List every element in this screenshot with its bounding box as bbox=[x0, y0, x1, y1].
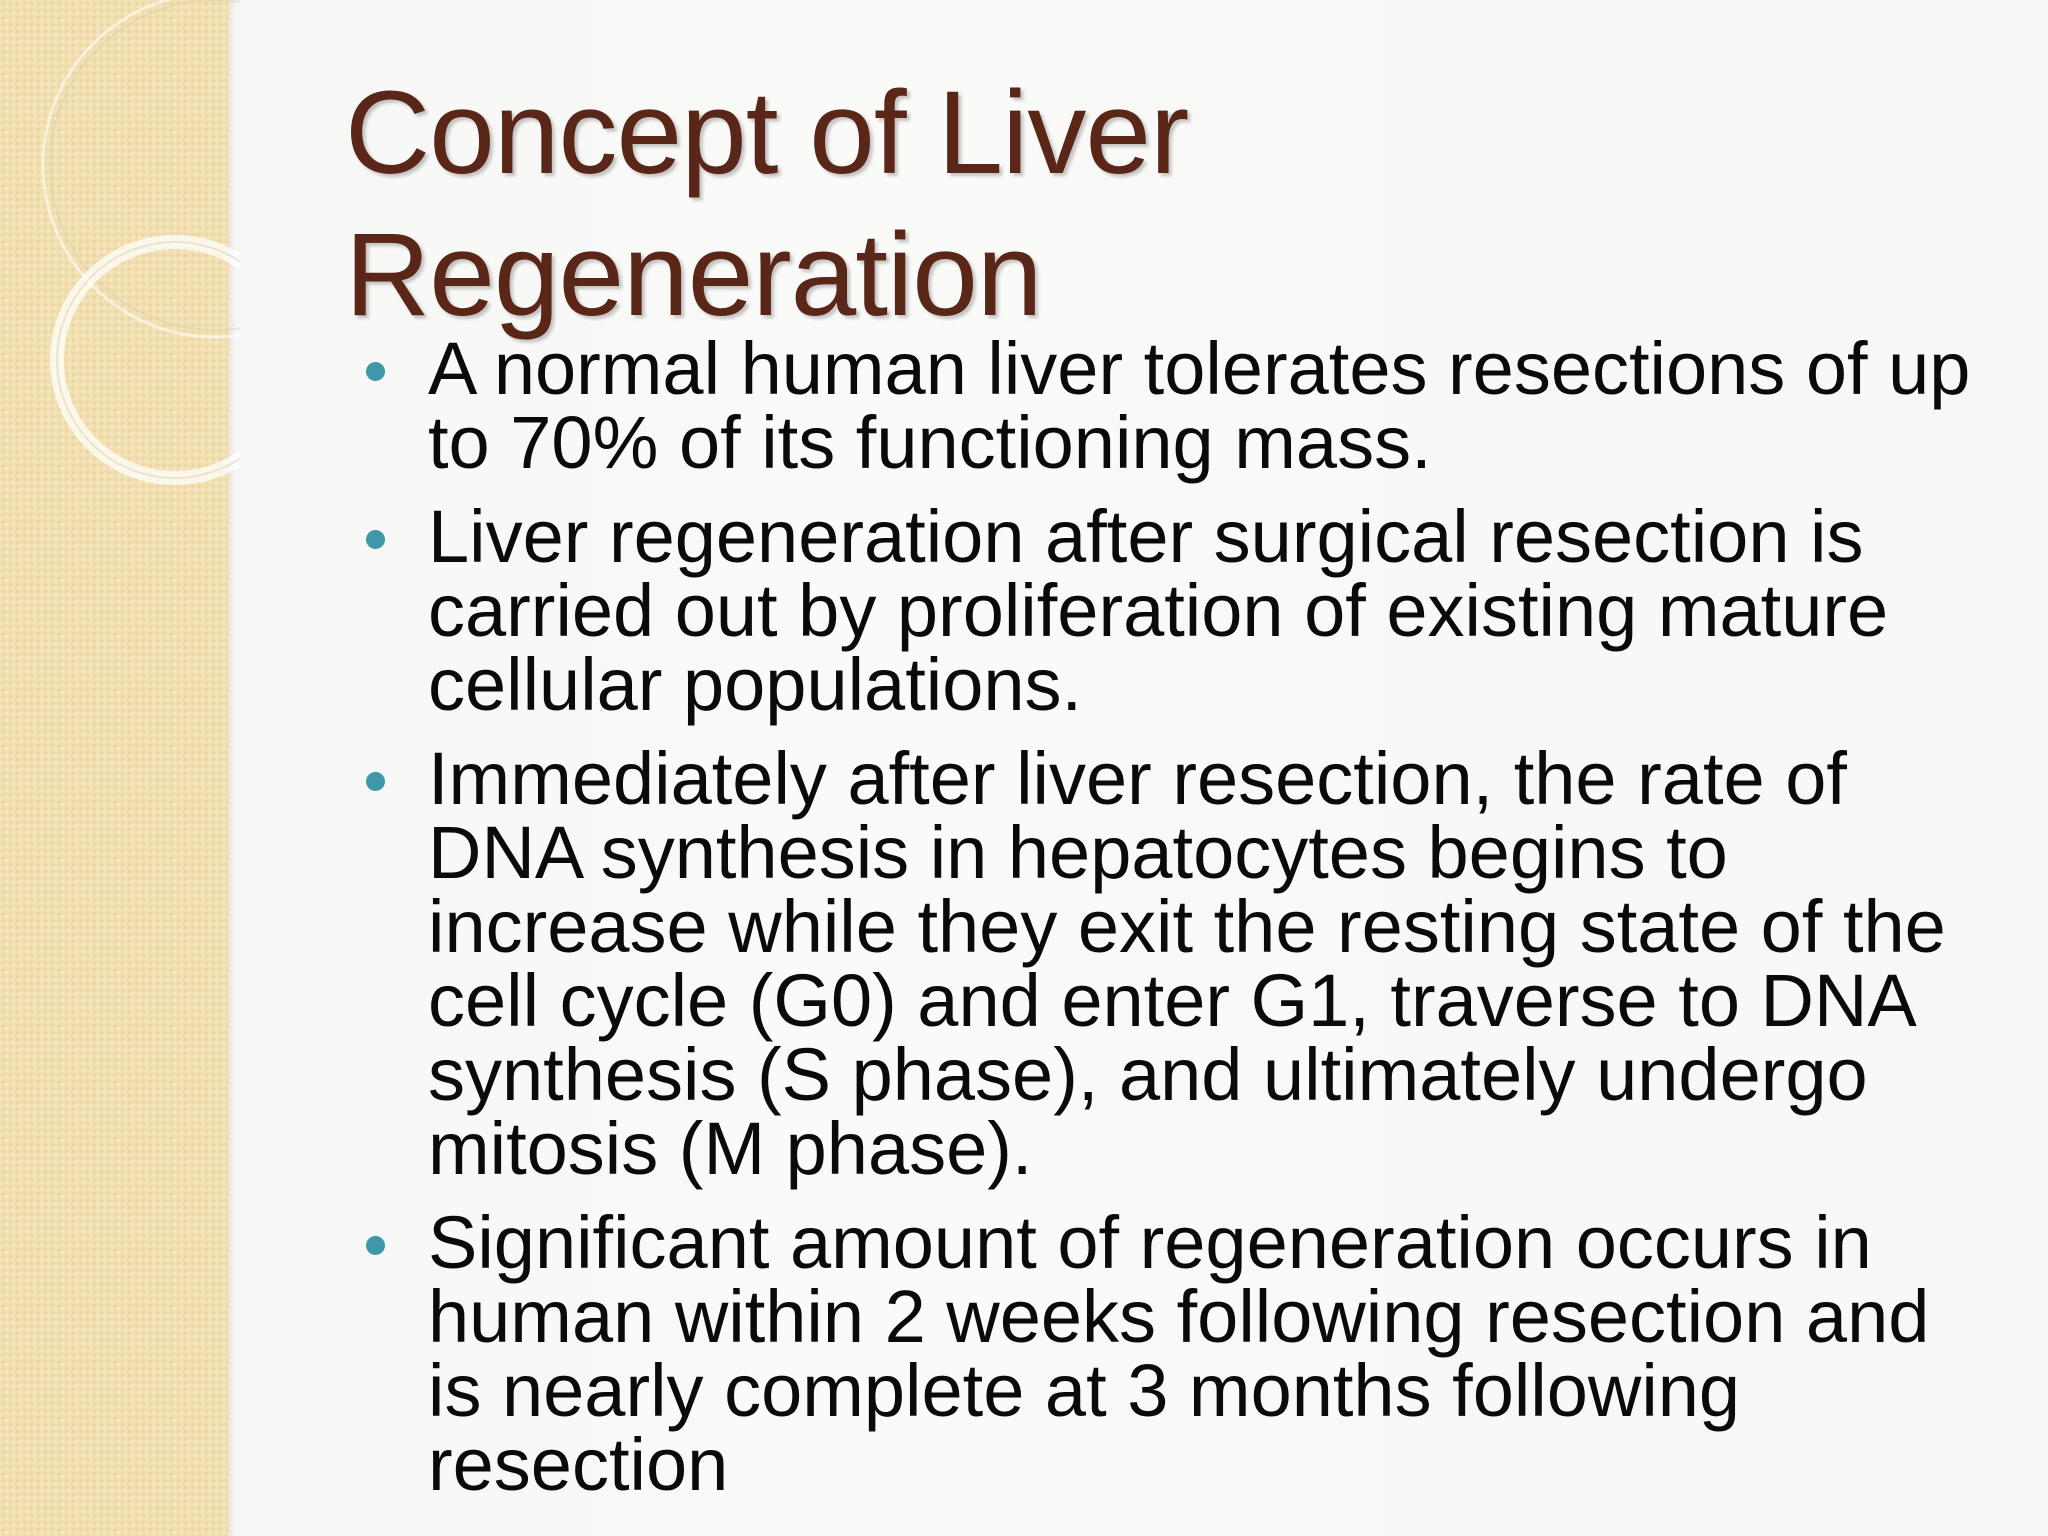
bullet-dot-icon bbox=[366, 1236, 385, 1255]
rings-decoration-icon bbox=[0, 0, 240, 520]
bullet-text: Significant amount of regeneration occurs in human within 2 weeks following resection and is nearly complete at 3 months following resection bbox=[428, 1201, 1930, 1506]
slide-title-line-2: Regeneration bbox=[345, 209, 1042, 341]
bullet-list bbox=[355, 327, 1995, 1522]
bullet-text: Immediately after liver resection, the rate of DNA synthesis in hepatocytes begins to increase while they exit the resting state of the cell cycle (G0) and enter G1, traverse to DNA synthesis (S phase), and ultimately undergo mitosis (M phase). bbox=[428, 737, 1946, 1190]
bullet-item bbox=[355, 737, 1995, 1190]
bullet-text: Liver regeneration after surgical resection is carried out by proliferation of existing mature cellular populations. bbox=[428, 495, 1889, 726]
bullet-dot-icon bbox=[366, 362, 385, 381]
bullet-item bbox=[355, 1201, 1995, 1506]
slide-title-line-1: Concept of Liver bbox=[345, 67, 1189, 199]
bullet-text: A normal human liver tolerates resections of up to 70% of its functioning mass. bbox=[428, 327, 1971, 484]
bullet-dot-icon bbox=[366, 772, 385, 791]
bullet-item bbox=[355, 327, 1995, 484]
bullet-item bbox=[355, 495, 1995, 726]
bullet-dot-icon bbox=[366, 530, 385, 549]
slide-title bbox=[345, 62, 1845, 346]
